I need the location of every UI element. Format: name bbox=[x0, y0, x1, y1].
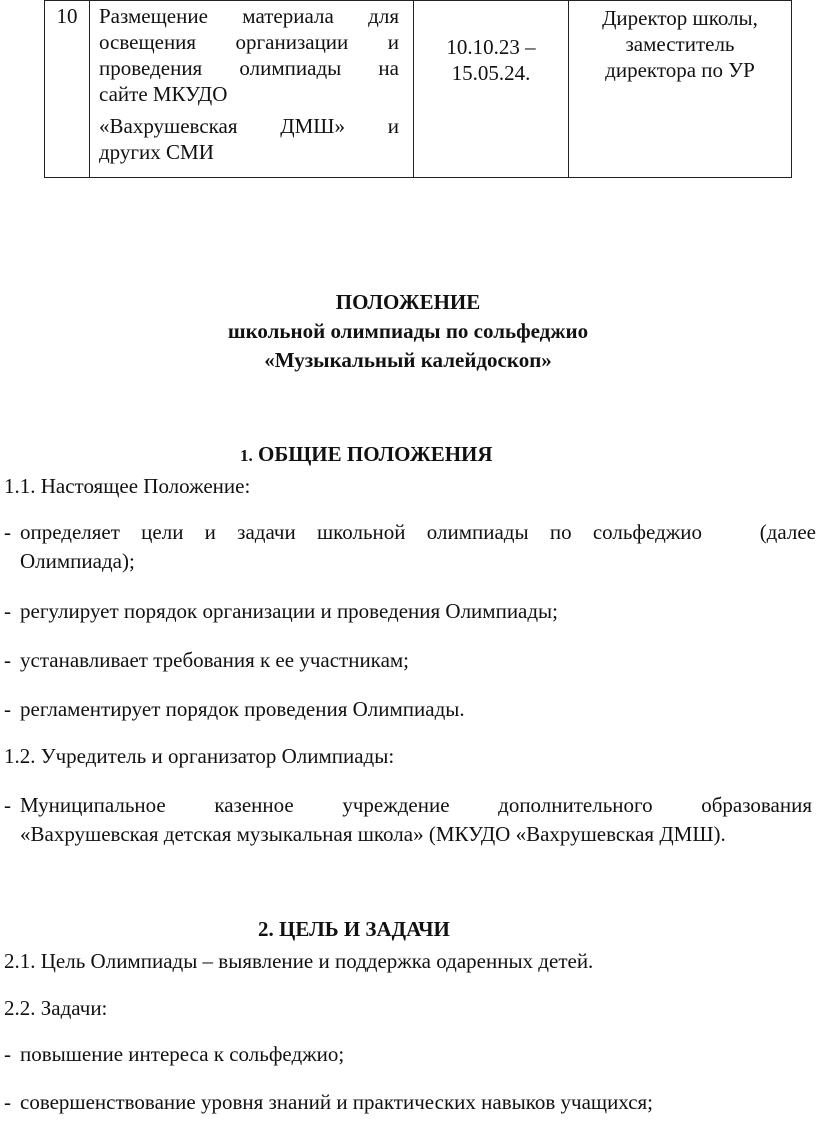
date-line: 10.10.23 – bbox=[446, 35, 536, 59]
table-row bbox=[45, 1, 792, 178]
description-line: других СМИ bbox=[99, 140, 214, 164]
title-line-2: школьной олимпиады по сольфеджио bbox=[227, 319, 589, 343]
list-item-text: определяет цели и задачи школьной олимпиады по сольфеджио bbox=[20, 520, 702, 544]
list-dash: - bbox=[4, 697, 11, 721]
paragraph-1-1: 1.1. Настоящее Положение: bbox=[4, 474, 251, 498]
list-item bbox=[4, 1040, 816, 1069]
responsible-line: Директор школы, bbox=[602, 6, 758, 30]
section-1-number: 1. bbox=[240, 446, 253, 465]
list-dash: - bbox=[4, 1042, 11, 1066]
event-description-cell bbox=[90, 1, 414, 178]
founder-text: Муниципальное казенное учреждение дополнительного образования bbox=[20, 793, 812, 817]
document-title bbox=[0, 288, 816, 375]
list-dash: - bbox=[4, 648, 11, 672]
list-item-text-continued: Олимпиада); bbox=[20, 549, 135, 573]
list-dash: - bbox=[4, 520, 11, 544]
responsible-line: заместитель bbox=[625, 32, 735, 56]
description-line: Размещение материала для bbox=[99, 4, 399, 28]
description-line: проведения олимпиады на bbox=[99, 56, 399, 80]
list-item-text: регламентирует порядок проведения Олимпиады. bbox=[20, 697, 465, 721]
list-dash: - bbox=[4, 793, 11, 817]
date-line: 15.05.24. bbox=[451, 61, 531, 85]
description-line: освещения организации и bbox=[99, 30, 399, 54]
responsible-cell bbox=[569, 1, 792, 178]
responsible-line: директора по УР bbox=[605, 58, 755, 82]
title-line-1: ПОЛОЖЕНИЕ bbox=[335, 290, 481, 314]
title-line-3: «Музыкальный калейдоскоп» bbox=[264, 348, 552, 372]
paragraph-2-1: 2.1. Цель Олимпиады – выявление и поддержка одаренных детей. bbox=[4, 949, 594, 973]
paragraph-2-2: 2.2. Задачи: bbox=[4, 996, 108, 1020]
description-line: «Вахрушевская ДМШ» и bbox=[99, 114, 399, 138]
list-item-text: совершенствование уровня знаний и практических навыков учащихся; bbox=[20, 1090, 654, 1114]
list-item bbox=[4, 1088, 816, 1117]
founder-item bbox=[4, 791, 816, 849]
section-2-heading: 2. ЦЕЛЬ И ЗАДАЧИ bbox=[258, 917, 450, 941]
list-item-text: повышение интереса к сольфеджио; bbox=[20, 1042, 345, 1066]
list-item bbox=[4, 695, 816, 724]
list-dash: - bbox=[4, 1090, 11, 1114]
row-number: 10 bbox=[56, 4, 78, 28]
founder-text-continued: «Вахрушевская детская музыкальная школа» (МКУДО «Вахрушевская ДМШ). bbox=[20, 822, 726, 846]
event-plan-table bbox=[44, 0, 792, 178]
list-item-text-tail: (далее bbox=[759, 520, 816, 544]
section-1-title: ОБЩИЕ ПОЛОЖЕНИЯ bbox=[258, 442, 493, 466]
list-item bbox=[4, 597, 816, 626]
event-date-cell bbox=[414, 1, 569, 178]
list-dash: - bbox=[4, 599, 11, 623]
list-item bbox=[4, 518, 816, 576]
list-item-text: устанавливает требования к ее участникам; bbox=[20, 648, 410, 672]
list-item bbox=[4, 646, 816, 675]
row-number-cell bbox=[45, 1, 90, 178]
paragraph-1-2: 1.2. Учредитель и организатор Олимпиады: bbox=[4, 744, 395, 768]
description-line: сайте МКУДО bbox=[99, 82, 228, 106]
section-1-heading bbox=[240, 441, 493, 469]
list-item-text: регулирует порядок организации и проведения Олимпиады; bbox=[20, 599, 559, 623]
